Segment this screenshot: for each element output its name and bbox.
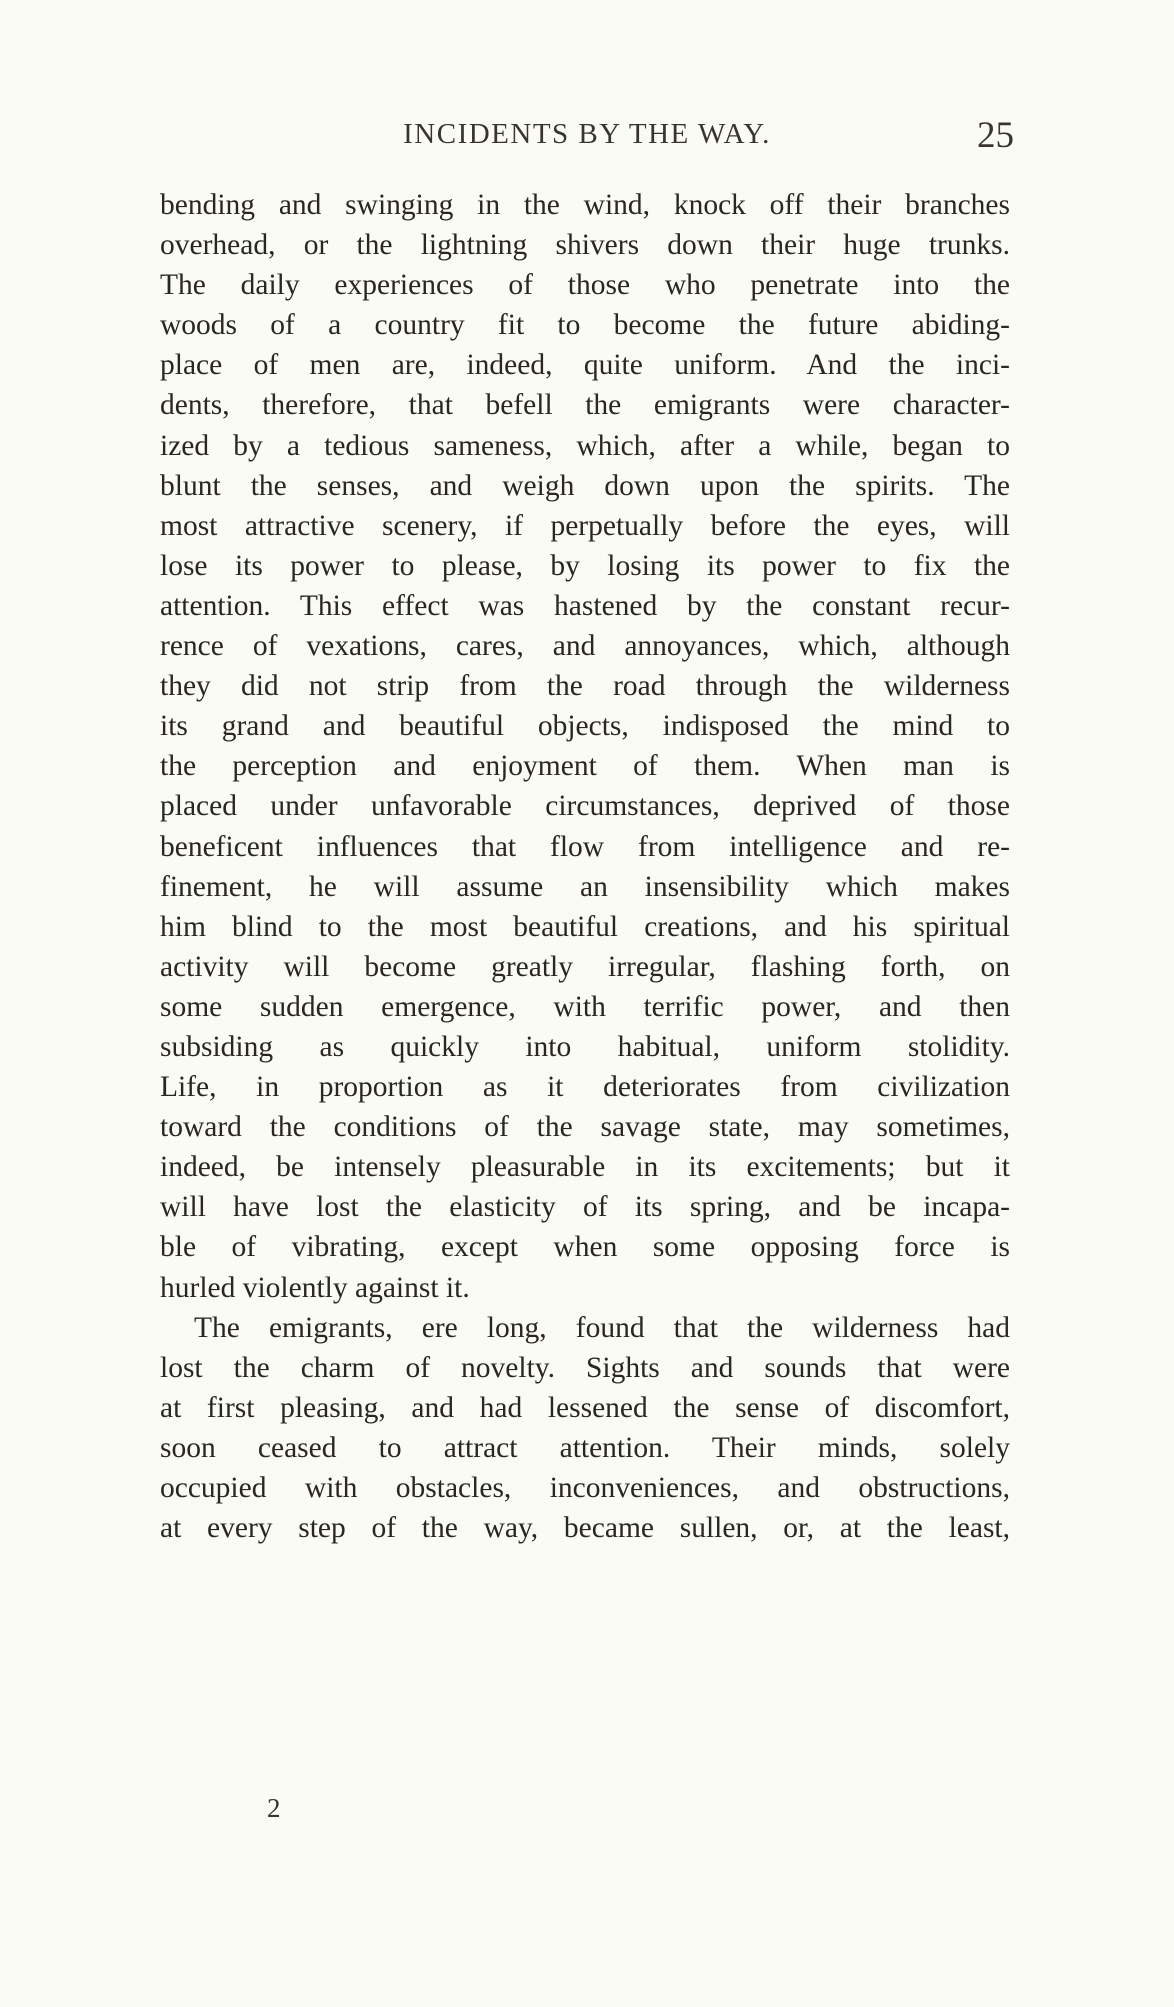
text-line: beneficent influences that flow from intelligence and re-: [160, 830, 1010, 863]
text-line: lost the charm of novelty. Sights and sounds that were: [160, 1351, 1010, 1384]
text-line: woods of a country fit to become the future abiding-: [160, 309, 1010, 342]
text-line: activity will become greatly irregular, flashing forth, on: [160, 950, 1010, 983]
text-line: placed under unfavorable circumstances, deprived of those: [160, 790, 1010, 823]
text-line: subsiding as quickly into habitual, uniform stolidity.: [160, 1030, 1010, 1063]
text-line: soon ceased to attract attention. Their minds, solely: [160, 1431, 1010, 1464]
text-line: ble of vibrating, except when some opposing force is: [160, 1231, 1010, 1264]
text-line: The emigrants, ere long, found that the wilderness had: [194, 1311, 1010, 1344]
paragraph: [160, 185, 1010, 1308]
text-line: finement, he will assume an insensibility which makes: [160, 870, 1010, 903]
running-head-title: INCIDENTS BY THE WAY.: [403, 118, 771, 150]
text-line: Life, in proportion as it deteriorates from civilization: [160, 1071, 1010, 1104]
text-line: bending and swinging in the wind, knock off their branches: [160, 189, 1010, 221]
text-line: at first pleasing, and had lessened the sense of discomfort,: [160, 1391, 1010, 1424]
text-line: overhead, or the lightning shivers down their huge trunks.: [160, 229, 1010, 262]
signature-mark: 2: [267, 1793, 281, 1823]
text-line: some sudden emergence, with terrific power, and then: [160, 990, 1010, 1023]
text-line: ized by a tedious sameness, which, after a while, began to: [160, 429, 1010, 462]
running-head: [160, 115, 1014, 158]
text-line: place of men are, indeed, quite uniform. And the inci-: [160, 349, 1010, 382]
text-line: most attractive scenery, if perpetually before the eyes, will: [160, 509, 1010, 542]
text-line: lose its power to please, by losing its power to fix the: [160, 549, 1010, 582]
text-line: The daily experiences of those who penetrate into the: [160, 269, 1010, 302]
paragraph: [160, 1308, 1010, 1549]
text-line: they did not strip from the road through the wilderness: [160, 670, 1010, 703]
body-text: [160, 185, 1010, 1548]
text-line: the perception and enjoyment of them. When man is: [160, 750, 1010, 783]
text-line: hurled violently against it.: [160, 1271, 470, 1304]
text-line: indeed, be intensely pleasurable in its excitements; but it: [160, 1151, 1010, 1184]
page-number: 25: [977, 115, 1014, 156]
text-line: toward the conditions of the savage state, may sometimes,: [160, 1111, 1010, 1144]
text-line: will have lost the elasticity of its spring, and be incapa-: [160, 1191, 1010, 1224]
text-line: him blind to the most beautiful creations, and his spiritual: [160, 910, 1010, 943]
text-line: attention. This effect was hastened by the constant recur-: [160, 589, 1010, 622]
text-line: rence of vexations, cares, and annoyances, which, although: [160, 630, 1010, 663]
text-line: at every step of the way, became sullen, or, at the least,: [160, 1512, 1010, 1545]
text-line: occupied with obstacles, inconveniences, and obstructions,: [160, 1472, 1010, 1504]
text-line: blunt the senses, and weigh down upon the spirits. The: [160, 469, 1010, 502]
text-line: dents, therefore, that befell the emigrants were character-: [160, 389, 1010, 422]
text-line: its grand and beautiful objects, indisposed the mind to: [160, 710, 1010, 743]
